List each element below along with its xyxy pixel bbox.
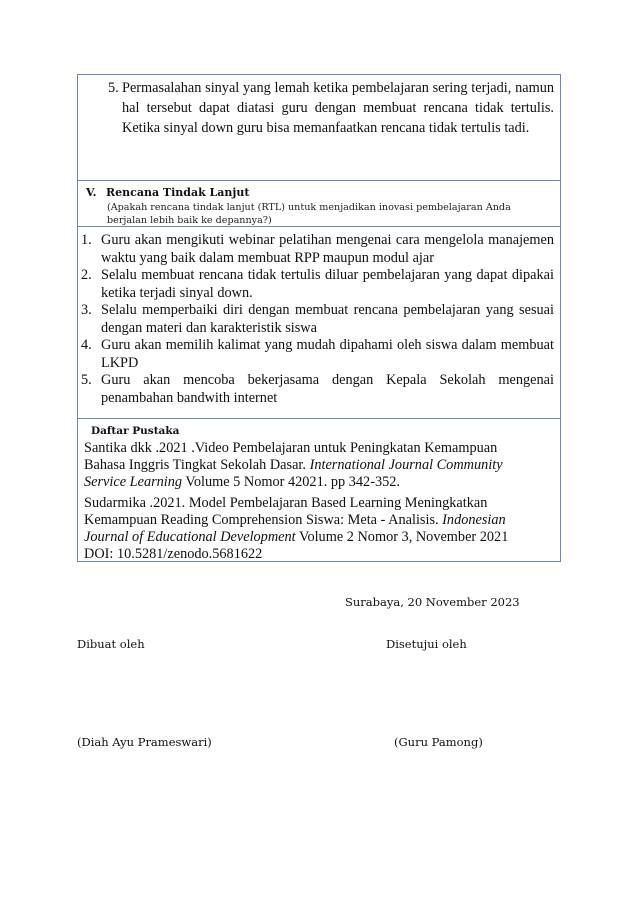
approved-by-label: Disetujui oleh: [386, 637, 467, 651]
section-roman-number: V.: [86, 186, 97, 199]
list-item: 2. Selalu membuat rencana tidak tertulis diluar pembelajaran yang dapat dipakai ketika terjadi sinyal down.: [81, 267, 554, 301]
list-item: 1. Guru akan mengikuti webinar pelatihan mengenai cara mengelola manajemen waktu yang baik dalam membuat RPP maupun modul ajar: [81, 232, 554, 266]
list-item: 4. Guru akan memilih kalimat yang mudah dipahami oleh siswa dalam membuat LKPD: [81, 337, 554, 371]
journal-name: Indonesian Journal of Educational Development: [84, 512, 506, 545]
list-item: 5. Guru akan mencoba bekerjasama dengan Kepala Sekolah mengenai penambahan bandwith internet: [81, 372, 554, 406]
item-number: 5.: [108, 80, 119, 96]
section-title-text: Rencana Tindak Lanjut: [106, 186, 250, 199]
numbered-paragraph-5: [108, 78, 554, 138]
author-signature-name: (Diah Ayu Prameswari): [77, 735, 212, 749]
reference-entry: Santika dkk .2021 .Video Pembelajaran untuk Peningkatan Kemampuan Bahasa Inggris Tingkat Sekolah Dasar. International Journal Community Service Learning Volume 5 Nomor 42021. pp 342-352.: [84, 440, 503, 490]
made-by-label: Dibuat oleh: [77, 637, 145, 651]
section-title: [86, 186, 249, 199]
list-item: 3. Selalu memperbaiki diri dengan membuat rencana pembelajaran yang sesuai dengan materi dan karakteristik siswa: [81, 302, 554, 336]
rtl-header-cell: [78, 181, 560, 227]
reference-entry: Sudarmika .2021. Model Pembelajaran Based Learning Meningkatkan Kemampuan Reading Comprehension Siswa: Meta - Analisis. Indonesian Journal of Educational Development Volume 2 Nomor 3, November 2021 DOI: 10.5281/zenodo.5681622: [84, 495, 509, 562]
report-table: [77, 74, 561, 562]
rtl-list: [81, 232, 554, 407]
approver-signature-name: (Guru Pamong): [394, 735, 483, 749]
section-item-5-cell: [78, 75, 560, 181]
journal-name: International Journal Community Service Learning: [84, 457, 503, 490]
bibliography-cell: [78, 419, 560, 561]
bibliography-title: Daftar Pustaka: [91, 425, 180, 437]
item-text: Permasalahan sinyal yang lemah ketika pembelajaran sering terjadi, namun hal tersebut dapat diatasi guru dengan membuat rencana tidak tertulis. Ketika sinyal down guru bisa memanfaatkan rencana tidak tertulis tadi.: [122, 80, 554, 136]
rtl-list-cell: [78, 227, 560, 419]
section-instruction: (Apakah rencana tindak lanjut (RTL) untuk menjadikan inovasi pembelajaran Anda berjalan lebih baik ke depannya?): [107, 202, 511, 226]
place-date: Surabaya, 20 November 2023: [345, 595, 520, 609]
